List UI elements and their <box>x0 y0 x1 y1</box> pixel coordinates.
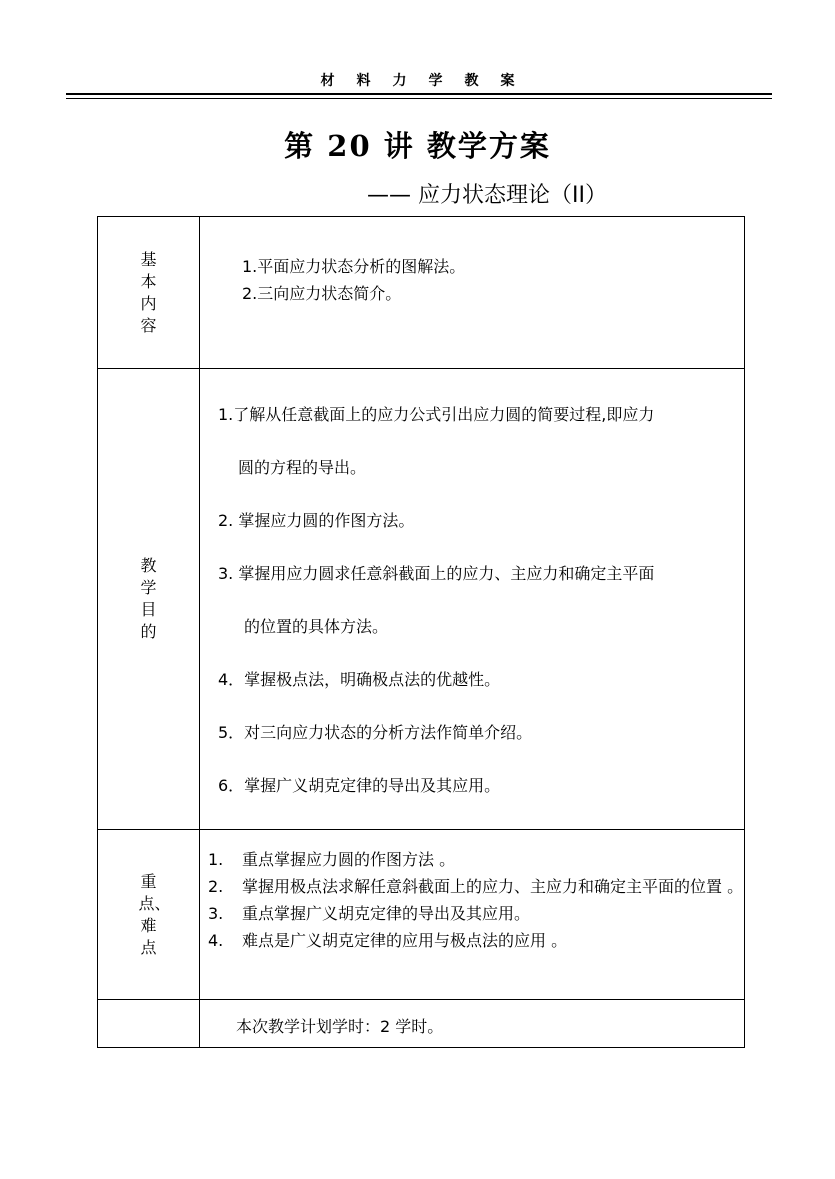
goal-item: 6．掌握广义胡克定律的导出及其应用。 <box>218 776 501 795</box>
row-label-goals: 教学目的 <box>140 556 157 641</box>
goal-item: 4．掌握极点法，明确极点法的优越性。 <box>218 670 501 689</box>
goal-item: 3. 掌握用应力圆求任意斜截面上的应力、主应力和确定主平面 的位置的具体方法。 <box>218 564 655 636</box>
teaching-plan-table <box>97 216 745 1048</box>
goal-item: 2. 掌握应力圆的作图方法。 <box>218 511 415 530</box>
key-item: 4. 难点是广义胡克定律的应用与极点法的应用 。 <box>208 931 568 950</box>
table-row-hours <box>98 1000 745 1048</box>
table-row-teaching-goals <box>98 369 745 830</box>
planned-hours-text: 本次教学计划学时：2 学时。 <box>236 1017 444 1036</box>
table-row-basic-content <box>98 217 745 369</box>
table-row-key-points <box>98 830 745 1000</box>
lecture-title: 第 20 讲 教学方案 <box>284 129 551 163</box>
row-label-key: 重点、难点 <box>138 871 171 957</box>
running-header: 材料力学教案 <box>320 73 537 89</box>
header-rule-thick <box>66 93 772 95</box>
basic-item: 1.平面应力状态分析的图解法。 <box>242 257 466 276</box>
label-cell-hours <box>98 1000 200 1048</box>
basic-item: 2.三向应力状态简介。 <box>242 284 402 303</box>
goal-item: 5．对三向应力状态的分析方法作简单介绍。 <box>218 723 533 742</box>
row-label-basic: 基本内容 <box>140 249 157 335</box>
lecture-subtitle: —— 应力状态理论（II） <box>367 183 607 208</box>
label-cell-basic <box>98 217 200 369</box>
content-cell-hours <box>200 1000 745 1048</box>
label-cell-goals <box>98 369 200 830</box>
content-cell-key <box>200 830 745 1000</box>
label-cell-key <box>98 830 200 1000</box>
content-cell-basic <box>200 217 745 369</box>
goal-item: 1.了解从任意截面上的应力公式引出应力圆的简要过程,即应力 圆的方程的导出。 <box>218 405 655 477</box>
content-cell-goals <box>200 369 745 830</box>
key-item: 1. 重点掌握应力圆的作图方法 。 <box>208 850 456 869</box>
key-item: 2. 掌握用极点法求解任意斜截面上的应力、主应力和确定主平面的位置 。 <box>208 877 744 896</box>
key-item: 3. 重点掌握广义胡克定律的导出及其应用。 <box>208 904 531 923</box>
header-rule-thin <box>66 98 772 99</box>
